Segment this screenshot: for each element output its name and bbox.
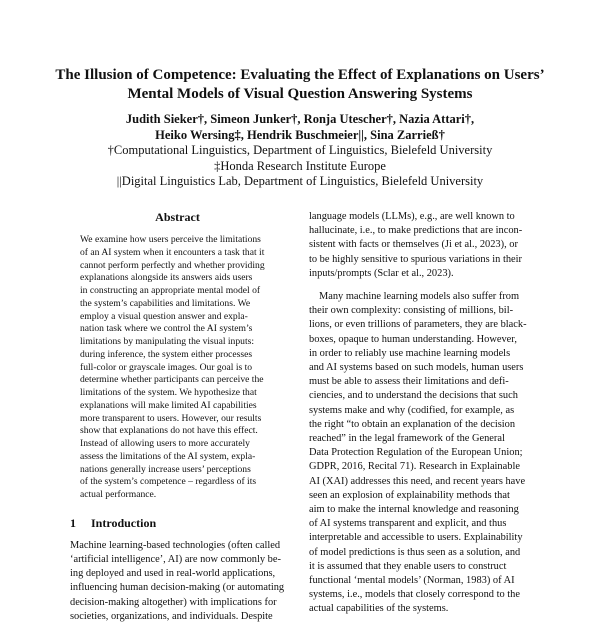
body-line: their own complexity: consisting of millions, bil- — [309, 305, 514, 317]
abstract-line: full-color or grayscale images. Our goal is to — [80, 361, 253, 373]
author-block — [40, 112, 560, 190]
body-line: seen an explosion of explainability methods that — [309, 489, 510, 501]
body-line: GDPR, 2016, Recital 71). Research in Explainable — [309, 461, 520, 473]
body-line: AI (XAI) addresses this need, and recent years have — [309, 475, 526, 487]
abstract-line: more transparent to users. However, our results — [80, 412, 262, 424]
body-line: Many machine learning models also suffer from — [319, 291, 520, 303]
body-line: in order to reliably use machine learning models — [309, 347, 511, 359]
paragraph-gap — [309, 281, 535, 290]
abstract-line: the system’s capabilities and limitations. We — [80, 297, 251, 309]
abstract-line: limitations by manipulating the visual inputs: — [80, 336, 255, 347]
intro-line: decision-making altogether) with implications for — [70, 596, 277, 608]
paper-title — [40, 66, 560, 104]
body-line: actual capabilities of the systems. — [309, 603, 449, 615]
body-line: inputs/prompts (Sclar et al., 2023). — [309, 267, 454, 279]
body-line: interpretable and accessible to users. Explainability — [309, 532, 523, 544]
body-line: Data Protection Regulation of the European Union; — [309, 447, 523, 459]
abstract-line: explanations will make limited AI capabilities — [80, 399, 257, 411]
body-line: of AI systems transparent and explicit, and thus — [309, 518, 507, 530]
body-line: functional ‘mental models’ (Norman, 1983) of AI — [309, 575, 515, 587]
intro-line: influencing human decision-making (or automating — [70, 582, 285, 594]
abstract-line: nation task where we control the AI system’s — [80, 323, 253, 335]
title-line: Mental Models of Visual Question Answering Systems — [127, 86, 473, 102]
abstract-line: during inference, the system either processes — [80, 348, 253, 360]
abstract-line: cannot perform perfectly and whether providing — [80, 259, 265, 271]
abstract-body — [70, 234, 285, 502]
abstract-line: explanations alongside its answers aids users — [80, 272, 253, 284]
abstract-line: nations generally increase users’ perceptions — [80, 463, 251, 475]
paragraph — [309, 210, 535, 281]
authors-line: Heiko Wersing‡, Hendrik Buschmeier||, Sina Zarrieß† — [155, 127, 445, 142]
affiliation-line: ‡Honda Research Institute Europe — [214, 158, 386, 173]
intro-line: ‘artificial intelligence’, AI) are now commonly be- — [70, 553, 281, 565]
abstract-line: actual performance. — [80, 489, 157, 500]
body-line: the right “to obtain an explanation of the decision — [309, 418, 516, 430]
abstract-line: employ a visual question answer and expla- — [80, 310, 248, 322]
affiliation-line: ||Digital Linguistics Lab, Department of Linguistics, Bielefeld University — [116, 174, 484, 188]
body-line: hallucinate, i.e., to make predictions that are incon- — [309, 225, 523, 237]
abstract-line: We examine how users perceive the limitations — [80, 234, 261, 245]
intro-line: Machine learning-based technologies (often called — [70, 539, 281, 551]
body-line: to be highly sensitive to spurious variations in their — [309, 253, 522, 265]
section-title: Introduction — [91, 515, 157, 530]
intro-line: ing deployed and used in real-world applications, — [70, 568, 276, 580]
body-line: lions, or even trillions of parameters, they are black- — [309, 319, 527, 331]
body-line: aim to make the internal knowledge and reasoning — [309, 504, 519, 516]
body-line: systems make and why (codified, for example, as — [309, 404, 515, 416]
abstract-line: determine whether participants can perceive the — [80, 374, 264, 386]
body-line: language models (LLMs), e.g., are well known to — [309, 211, 515, 222]
body-line: sistent with facts or themselves (Ji et al., 2023), or — [309, 239, 518, 251]
introduction-body — [70, 539, 285, 624]
abstract-line: show that explanations do not have this effect. — [80, 425, 258, 437]
section-number: 1 — [70, 515, 76, 530]
title-line: The Illusion of Competence: Evaluating the Effect of Explanations on Users’ — [55, 67, 545, 83]
abstract-line: Instead of allowing users to more accurately — [80, 438, 250, 449]
body-line: systems, i.e., models that closely correspond to the — [309, 589, 520, 601]
body-line: and AI systems based on such models, human users — [309, 362, 524, 374]
abstract-heading: Abstract — [155, 210, 200, 224]
authors-line: Judith Sieker†, Simeon Junker†, Ronja Utescher†, Nazia Attari†, — [125, 112, 475, 126]
body-line: it is assumed that they enable users to construct — [309, 560, 507, 572]
abstract-line: of an AI system when it encounters a task that it — [80, 246, 265, 258]
right-column — [309, 210, 535, 617]
abstract-line: limitations of the system. We hypothesize that — [80, 387, 257, 398]
body-line: ciencies, and to understand the decisions that such — [309, 390, 518, 402]
abstract-line: in constructing an appropriate mental model of — [80, 285, 261, 296]
abstract-line: of the system’s competence – regardless of its — [80, 476, 257, 488]
section-heading-introduction — [70, 516, 285, 531]
abstract-line: assess the limitations of the AI system, expla- — [80, 450, 256, 462]
body-line: must be able to assess their limitations and defi- — [309, 376, 509, 388]
paragraph — [309, 290, 535, 617]
body-line: of model predictions is thus seen as a solution, and — [309, 546, 521, 558]
body-line: reached” in the legal framework of the General — [309, 433, 505, 445]
intro-line: societies, organizations, and individuals. Despite — [70, 610, 273, 622]
left-column — [70, 210, 285, 624]
affiliation-line: †Computational Linguistics, Department of Linguistics, Bielefeld University — [107, 143, 493, 157]
body-line: boxes, opaque to human understanding. However, — [309, 333, 517, 345]
